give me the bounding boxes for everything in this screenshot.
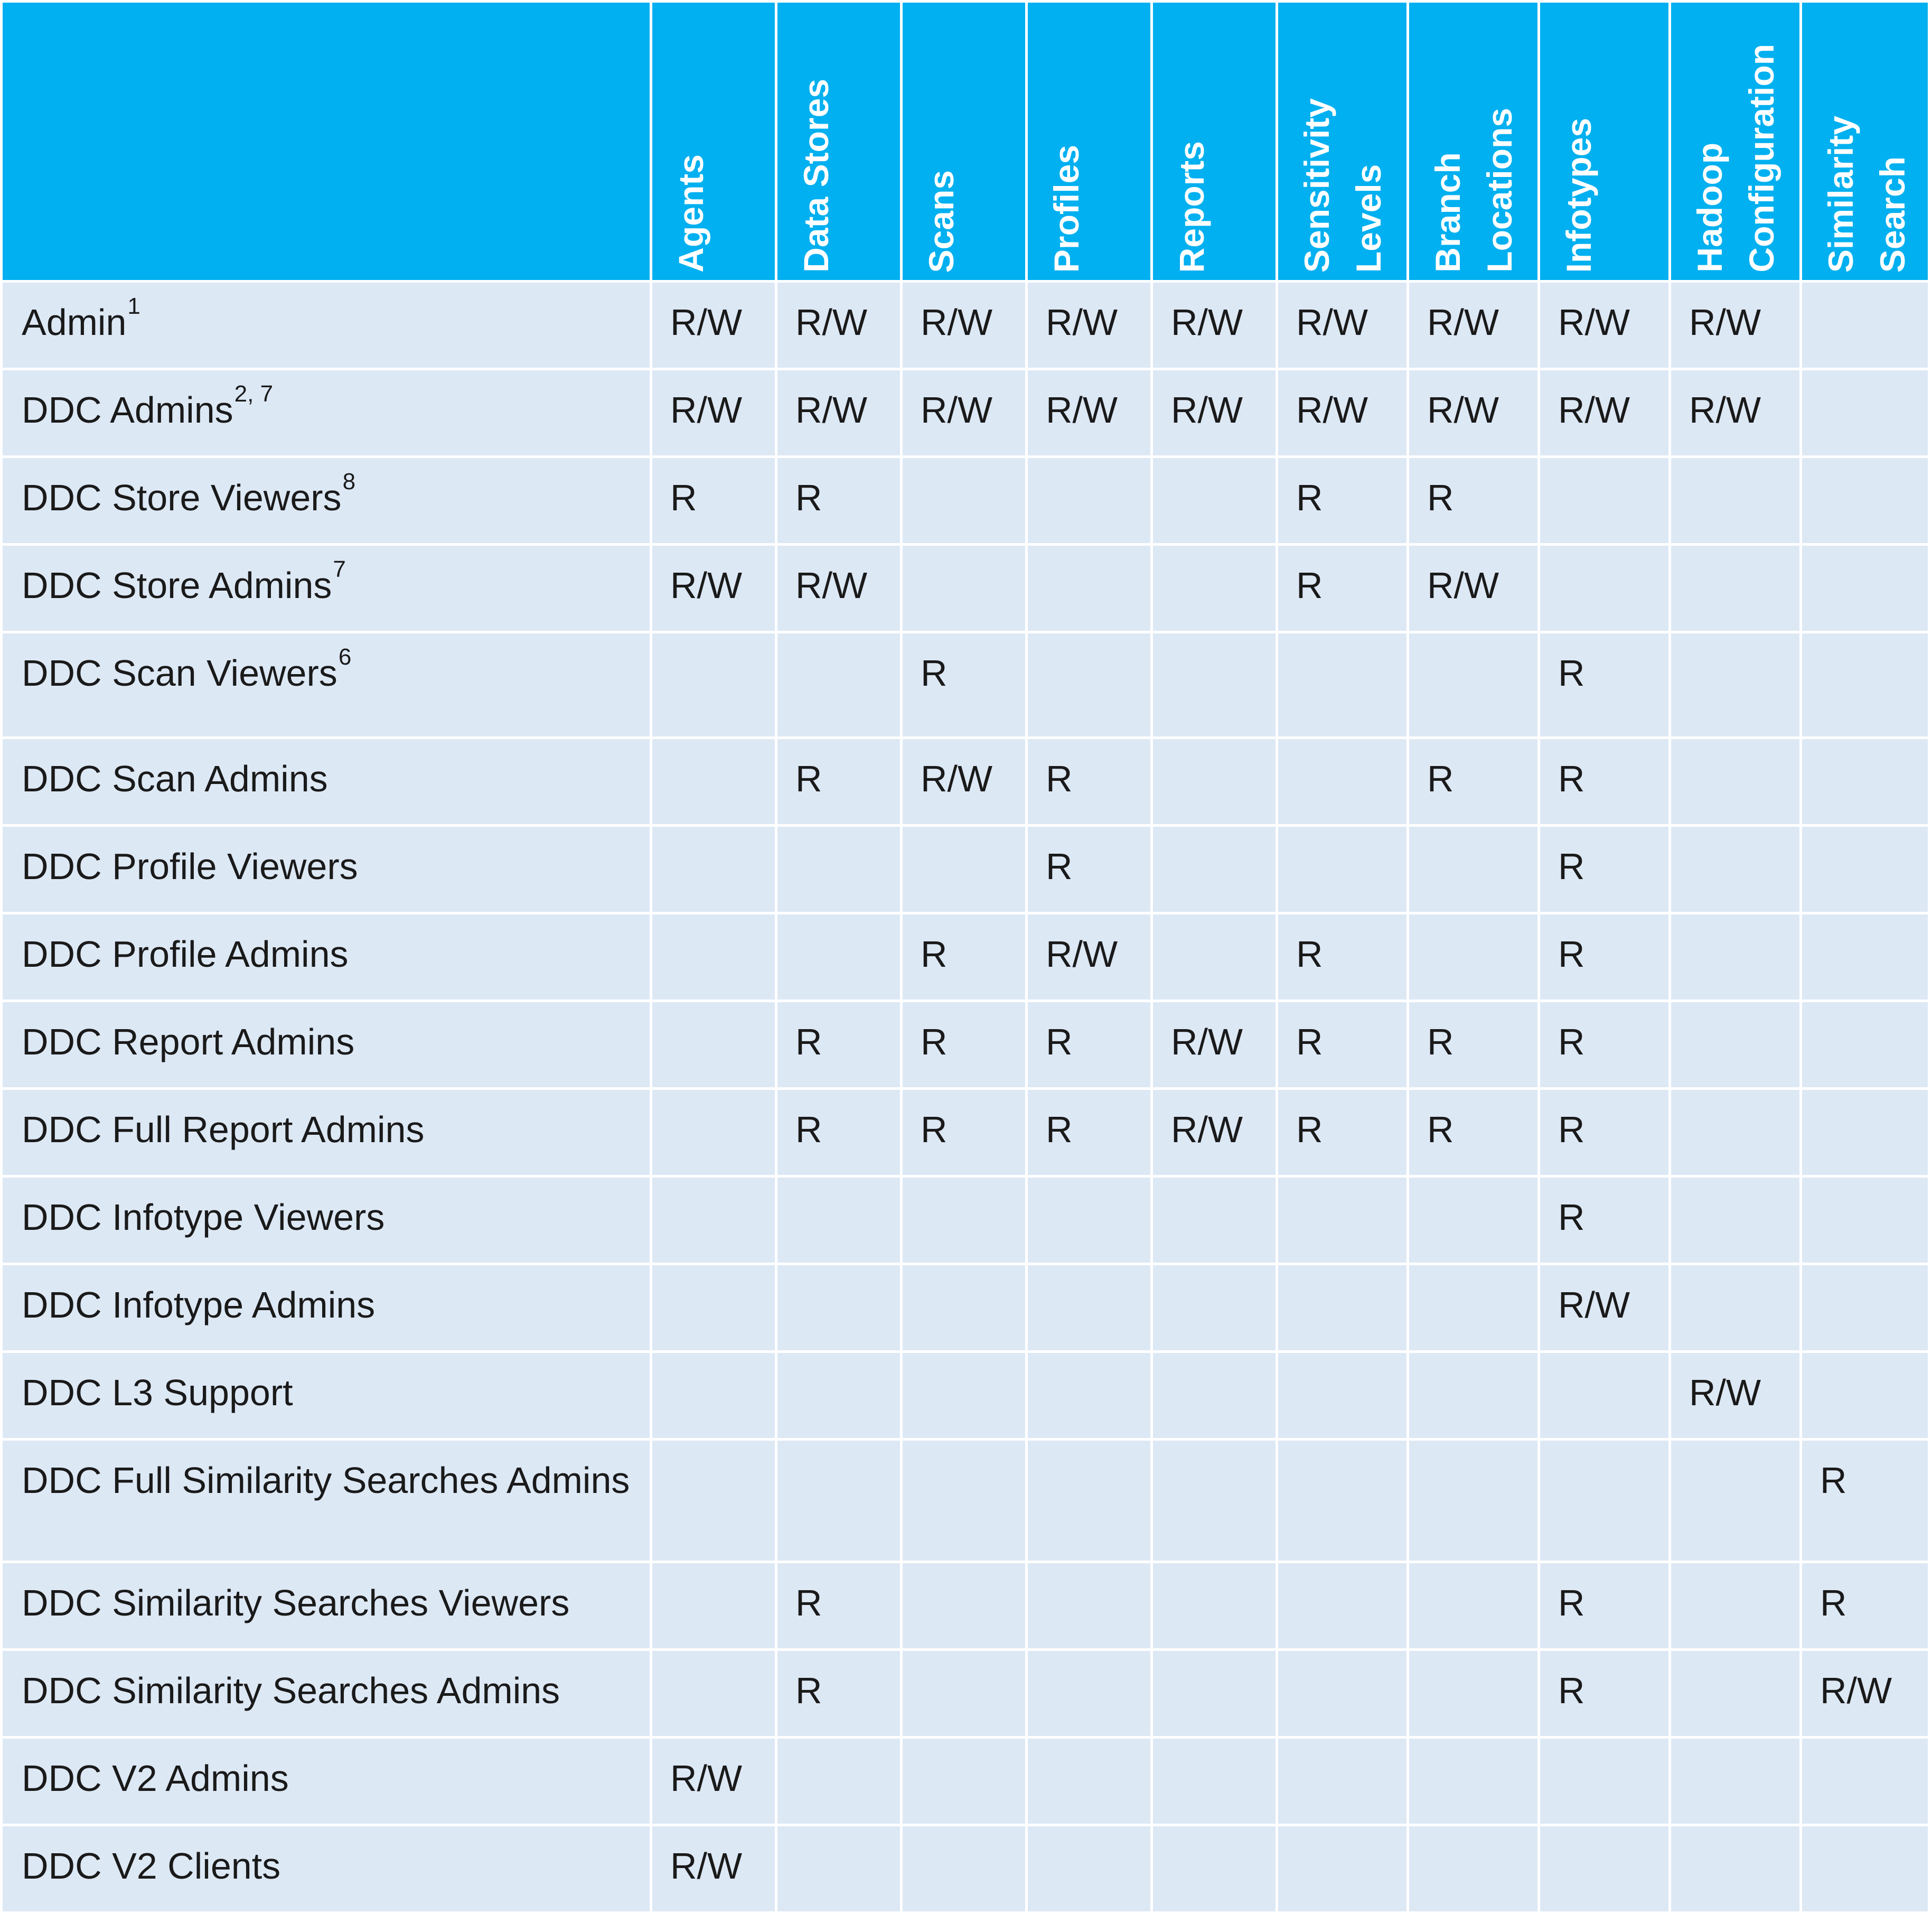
table-row xyxy=(2,1352,1929,1440)
permission-cell xyxy=(1152,913,1277,1001)
permission-cell xyxy=(1801,1738,1929,1825)
permission-cell: R xyxy=(776,457,902,545)
permission-cell xyxy=(1801,545,1929,632)
role-cell xyxy=(2,282,651,369)
permission-cell: R xyxy=(1277,1089,1408,1177)
permission-cell: R xyxy=(1801,1562,1929,1650)
role-cell xyxy=(2,1089,651,1177)
permission-cell: R xyxy=(1539,1562,1670,1650)
permission-cell: R xyxy=(1027,1089,1152,1177)
permission-cell xyxy=(902,1738,1027,1825)
table-row xyxy=(2,738,1929,826)
table-row xyxy=(2,632,1929,738)
permission-cell xyxy=(1277,1177,1408,1264)
permission-cell: R xyxy=(902,1089,1027,1177)
table-row xyxy=(2,1001,1929,1089)
header-branch-locations: Branch Locations xyxy=(1408,2,1539,282)
header-data-stores: Data Stores xyxy=(776,2,902,282)
permission-cell xyxy=(651,738,776,826)
role-label: DDC Store Admins xyxy=(22,565,332,606)
permission-cell xyxy=(1152,738,1277,826)
permission-cell xyxy=(776,1825,902,1913)
permission-cell: R xyxy=(1539,913,1670,1001)
permission-cell xyxy=(1277,1738,1408,1825)
table-row xyxy=(2,369,1929,457)
permission-cell xyxy=(1408,913,1539,1001)
header-scans: Scans xyxy=(902,2,1027,282)
permission-cell: R xyxy=(1277,545,1408,632)
header-corner xyxy=(2,2,651,282)
permission-cell xyxy=(776,1738,902,1825)
permission-cell xyxy=(651,1352,776,1440)
permission-cell xyxy=(776,1264,902,1352)
permission-cell xyxy=(1670,457,1801,545)
permission-cell: R xyxy=(1277,1001,1408,1089)
permission-cell xyxy=(1408,1264,1539,1352)
permission-cell xyxy=(902,545,1027,632)
permission-cell xyxy=(902,1352,1027,1440)
permission-cell: R/W xyxy=(776,282,902,369)
permission-cell: R xyxy=(1277,457,1408,545)
role-label: DDC Full Report Admins xyxy=(22,1109,425,1150)
header-row xyxy=(2,2,1929,282)
permission-cell xyxy=(1152,1177,1277,1264)
role-label: DDC Profile Admins xyxy=(22,933,349,975)
permission-cell: R/W xyxy=(1670,282,1801,369)
permission-cell xyxy=(1277,1650,1408,1738)
permission-cell: R xyxy=(1539,1650,1670,1738)
permission-cell xyxy=(1027,1264,1152,1352)
permission-cell xyxy=(1801,1177,1929,1264)
permission-cell xyxy=(1670,1089,1801,1177)
role-cell xyxy=(2,545,651,632)
permission-cell xyxy=(1801,738,1929,826)
table-row xyxy=(2,913,1929,1001)
permission-cell xyxy=(1152,632,1277,738)
permission-cell xyxy=(776,1177,902,1264)
permission-cell: R/W xyxy=(1027,369,1152,457)
permission-cell xyxy=(651,913,776,1001)
permission-cell xyxy=(1539,1352,1670,1440)
permission-cell xyxy=(902,1264,1027,1352)
permission-cell: R/W xyxy=(902,282,1027,369)
permission-cell xyxy=(1408,1352,1539,1440)
role-label: DDC Scan Admins xyxy=(22,758,328,799)
permission-cell: R/W xyxy=(1539,282,1670,369)
table-row xyxy=(2,1177,1929,1264)
permission-cell xyxy=(1277,1440,1408,1562)
role-label: DDC Profile Viewers xyxy=(22,846,358,887)
role-cell xyxy=(2,1825,651,1913)
footnote-ref: 7 xyxy=(333,556,346,583)
permission-cell xyxy=(1670,1562,1801,1650)
footnote-ref: 6 xyxy=(338,644,352,670)
permission-cell: R xyxy=(1801,1440,1929,1562)
permission-cell: R/W xyxy=(1408,369,1539,457)
permission-cell xyxy=(1277,632,1408,738)
permission-cell xyxy=(1152,545,1277,632)
permission-cell xyxy=(1670,632,1801,738)
permission-cell xyxy=(1027,1738,1152,1825)
table-row xyxy=(2,1264,1929,1352)
permission-cell xyxy=(1670,738,1801,826)
permission-cell xyxy=(1027,1177,1152,1264)
permission-cell: R/W xyxy=(902,369,1027,457)
permission-cell: R xyxy=(1408,457,1539,545)
permission-cell xyxy=(1801,913,1929,1001)
permission-cell xyxy=(1408,1177,1539,1264)
role-cell xyxy=(2,1177,651,1264)
permission-cell xyxy=(1539,545,1670,632)
permission-cell: R xyxy=(1408,1089,1539,1177)
table-row xyxy=(2,1562,1929,1650)
permission-cell: R/W xyxy=(1152,1089,1277,1177)
table-row xyxy=(2,1738,1929,1825)
permission-cell xyxy=(1539,1825,1670,1913)
permission-cell xyxy=(1801,1089,1929,1177)
permission-cell: R xyxy=(1027,1001,1152,1089)
permission-cell: R/W xyxy=(651,1825,776,1913)
permission-cell: R xyxy=(902,913,1027,1001)
permission-cell: R xyxy=(902,632,1027,738)
permission-cell xyxy=(776,826,902,913)
permission-cell xyxy=(776,632,902,738)
permission-cell: R/W xyxy=(1408,282,1539,369)
role-cell xyxy=(2,738,651,826)
permission-cell: R/W xyxy=(1152,369,1277,457)
role-cell xyxy=(2,1738,651,1825)
header-sensitivity-levels: Sensitivity Levels xyxy=(1277,2,1408,282)
table-row xyxy=(2,457,1929,545)
permission-cell xyxy=(776,1352,902,1440)
permission-cell xyxy=(1277,1825,1408,1913)
role-label: DDC Similarity Searches Viewers xyxy=(22,1582,570,1623)
header-hadoop-configuration: Hadoop Configuration xyxy=(1670,2,1801,282)
permission-cell: R/W xyxy=(651,545,776,632)
permission-cell: R xyxy=(651,457,776,545)
permission-cell: R/W xyxy=(776,545,902,632)
permission-cell xyxy=(651,1562,776,1650)
permission-cell xyxy=(1801,1264,1929,1352)
permission-cell xyxy=(1027,457,1152,545)
permission-cell: R/W xyxy=(1027,913,1152,1001)
permission-cell: R/W xyxy=(651,1738,776,1825)
permission-cell xyxy=(1408,632,1539,738)
permission-cell xyxy=(902,457,1027,545)
role-label: DDC Report Admins xyxy=(22,1021,355,1062)
permission-cell xyxy=(651,1264,776,1352)
permission-cell: R/W xyxy=(1277,282,1408,369)
permission-cell xyxy=(902,1825,1027,1913)
permission-cell xyxy=(1152,1440,1277,1562)
permission-cell xyxy=(1801,632,1929,738)
permission-cell xyxy=(651,1089,776,1177)
permission-cell xyxy=(902,826,1027,913)
permission-cell xyxy=(1670,1440,1801,1562)
permission-cell xyxy=(1539,1738,1670,1825)
permission-cell xyxy=(1027,632,1152,738)
permission-cell: R/W xyxy=(1670,1352,1801,1440)
permission-cell: R xyxy=(1408,738,1539,826)
permission-cell xyxy=(1152,1738,1277,1825)
permission-cell: R xyxy=(776,1001,902,1089)
role-label: DDC L3 Support xyxy=(22,1372,293,1413)
role-cell xyxy=(2,1650,651,1738)
table-row xyxy=(2,1089,1929,1177)
permission-cell xyxy=(1408,1440,1539,1562)
permission-cell xyxy=(776,1440,902,1562)
table-row xyxy=(2,826,1929,913)
permission-cell xyxy=(1408,1650,1539,1738)
permission-cell: R/W xyxy=(1539,1264,1670,1352)
permission-cell xyxy=(1539,1440,1670,1562)
permission-cell: R xyxy=(1539,1177,1670,1264)
footnote-ref: 8 xyxy=(342,469,356,495)
permission-cell xyxy=(651,1650,776,1738)
footnote-ref: 2, 7 xyxy=(234,381,274,407)
permission-cell xyxy=(1027,1440,1152,1562)
permission-cell: R xyxy=(776,738,902,826)
permission-cell xyxy=(1152,826,1277,913)
permission-cell: R xyxy=(1027,738,1152,826)
table-row xyxy=(2,1825,1929,1913)
header-agents: Agents xyxy=(651,2,776,282)
permission-cell xyxy=(651,826,776,913)
permission-cell: R/W xyxy=(651,282,776,369)
permission-cell xyxy=(1670,826,1801,913)
role-cell xyxy=(2,913,651,1001)
permission-cell xyxy=(1277,1352,1408,1440)
role-cell xyxy=(2,369,651,457)
permission-cell: R/W xyxy=(1539,369,1670,457)
permission-cell xyxy=(1801,1001,1929,1089)
permission-cell xyxy=(1277,1562,1408,1650)
permission-cell xyxy=(651,1177,776,1264)
role-cell xyxy=(2,457,651,545)
permission-cell: R xyxy=(776,1650,902,1738)
permission-cell xyxy=(1277,826,1408,913)
permission-cell xyxy=(1670,913,1801,1001)
permission-cell xyxy=(1277,1264,1408,1352)
role-cell xyxy=(2,1562,651,1650)
permission-cell xyxy=(1152,1352,1277,1440)
role-cell xyxy=(2,1001,651,1089)
permission-cell xyxy=(1670,545,1801,632)
permission-cell: R xyxy=(1539,632,1670,738)
permission-cell: R/W xyxy=(902,738,1027,826)
permission-cell xyxy=(902,1650,1027,1738)
table-row xyxy=(2,1440,1929,1562)
permission-cell xyxy=(651,1440,776,1562)
role-label: DDC V2 Clients xyxy=(22,1845,281,1887)
permission-cell xyxy=(1152,457,1277,545)
permission-cell xyxy=(902,1562,1027,1650)
header-infotypes: Infotypes xyxy=(1539,2,1670,282)
permission-cell: R xyxy=(1408,1001,1539,1089)
header-similarity-search: Similarity Search xyxy=(1801,2,1929,282)
role-label: DDC Similarity Searches Admins xyxy=(22,1670,560,1711)
permission-cell: R xyxy=(1539,826,1670,913)
permission-cell xyxy=(1801,457,1929,545)
permission-cell: R xyxy=(902,1001,1027,1089)
role-label: DDC Full Similarity Searches Admins xyxy=(22,1460,630,1501)
permission-cell xyxy=(651,632,776,738)
permission-cell: R/W xyxy=(776,369,902,457)
permission-cell xyxy=(1408,1825,1539,1913)
permission-cell: R/W xyxy=(651,369,776,457)
permission-cell xyxy=(902,1440,1027,1562)
role-cell xyxy=(2,1440,651,1562)
permission-cell: R/W xyxy=(1801,1650,1929,1738)
permission-cell: R xyxy=(1027,826,1152,913)
permission-cell xyxy=(1152,1264,1277,1352)
permission-cell xyxy=(1801,369,1929,457)
permission-cell: R/W xyxy=(1408,545,1539,632)
permission-cell xyxy=(1027,1650,1152,1738)
permission-cell xyxy=(1670,1001,1801,1089)
table-row xyxy=(2,282,1929,369)
permission-cell xyxy=(1277,738,1408,826)
role-label: Admin xyxy=(22,302,127,343)
permission-cell: R/W xyxy=(1152,1001,1277,1089)
permission-cell xyxy=(1670,1650,1801,1738)
permission-cell xyxy=(1408,826,1539,913)
permission-cell: R/W xyxy=(1027,282,1152,369)
role-label: DDC Store Viewers xyxy=(22,477,342,518)
role-label: DDC Infotype Admins xyxy=(22,1284,376,1325)
permission-cell xyxy=(1670,1825,1801,1913)
permission-cell xyxy=(1027,1352,1152,1440)
role-label: DDC Admins xyxy=(22,389,233,431)
permission-cell xyxy=(651,1001,776,1089)
header-reports: Reports xyxy=(1152,2,1277,282)
permission-cell xyxy=(1152,1825,1277,1913)
permission-cell: R xyxy=(1277,913,1408,1001)
permission-cell xyxy=(1027,1825,1152,1913)
permission-cell: R xyxy=(776,1089,902,1177)
role-label: DDC V2 Admins xyxy=(22,1758,289,1799)
permission-cell: R xyxy=(1539,1089,1670,1177)
permission-cell xyxy=(1539,457,1670,545)
permission-cell xyxy=(1152,1562,1277,1650)
permission-cell xyxy=(1670,1738,1801,1825)
role-label: DDC Scan Viewers xyxy=(22,652,337,694)
permission-cell xyxy=(902,1177,1027,1264)
table-row xyxy=(2,545,1929,632)
permission-cell: R/W xyxy=(1277,369,1408,457)
header-profiles: Profiles xyxy=(1027,2,1152,282)
permission-cell xyxy=(1801,826,1929,913)
permission-cell xyxy=(1670,1177,1801,1264)
permission-cell xyxy=(1408,1738,1539,1825)
permission-cell: R xyxy=(1539,738,1670,826)
permission-cell xyxy=(1801,282,1929,369)
footnote-ref: 1 xyxy=(127,293,140,320)
permission-cell xyxy=(1027,545,1152,632)
permission-cell xyxy=(1670,1264,1801,1352)
permission-cell xyxy=(1152,1650,1277,1738)
permission-cell: R/W xyxy=(1152,282,1277,369)
permission-cell: R xyxy=(776,1562,902,1650)
permission-cell: R xyxy=(1539,1001,1670,1089)
permission-cell xyxy=(1408,1562,1539,1650)
permission-cell: R/W xyxy=(1670,369,1801,457)
role-label: DDC Infotype Viewers xyxy=(22,1197,385,1238)
table-row xyxy=(2,1650,1929,1738)
permission-cell xyxy=(776,913,902,1001)
role-cell xyxy=(2,826,651,913)
permission-cell xyxy=(1027,1562,1152,1650)
permission-cell xyxy=(1801,1825,1929,1913)
permission-cell xyxy=(1801,1352,1929,1440)
role-cell xyxy=(2,1264,651,1352)
role-cell xyxy=(2,632,651,738)
role-cell xyxy=(2,1352,651,1440)
